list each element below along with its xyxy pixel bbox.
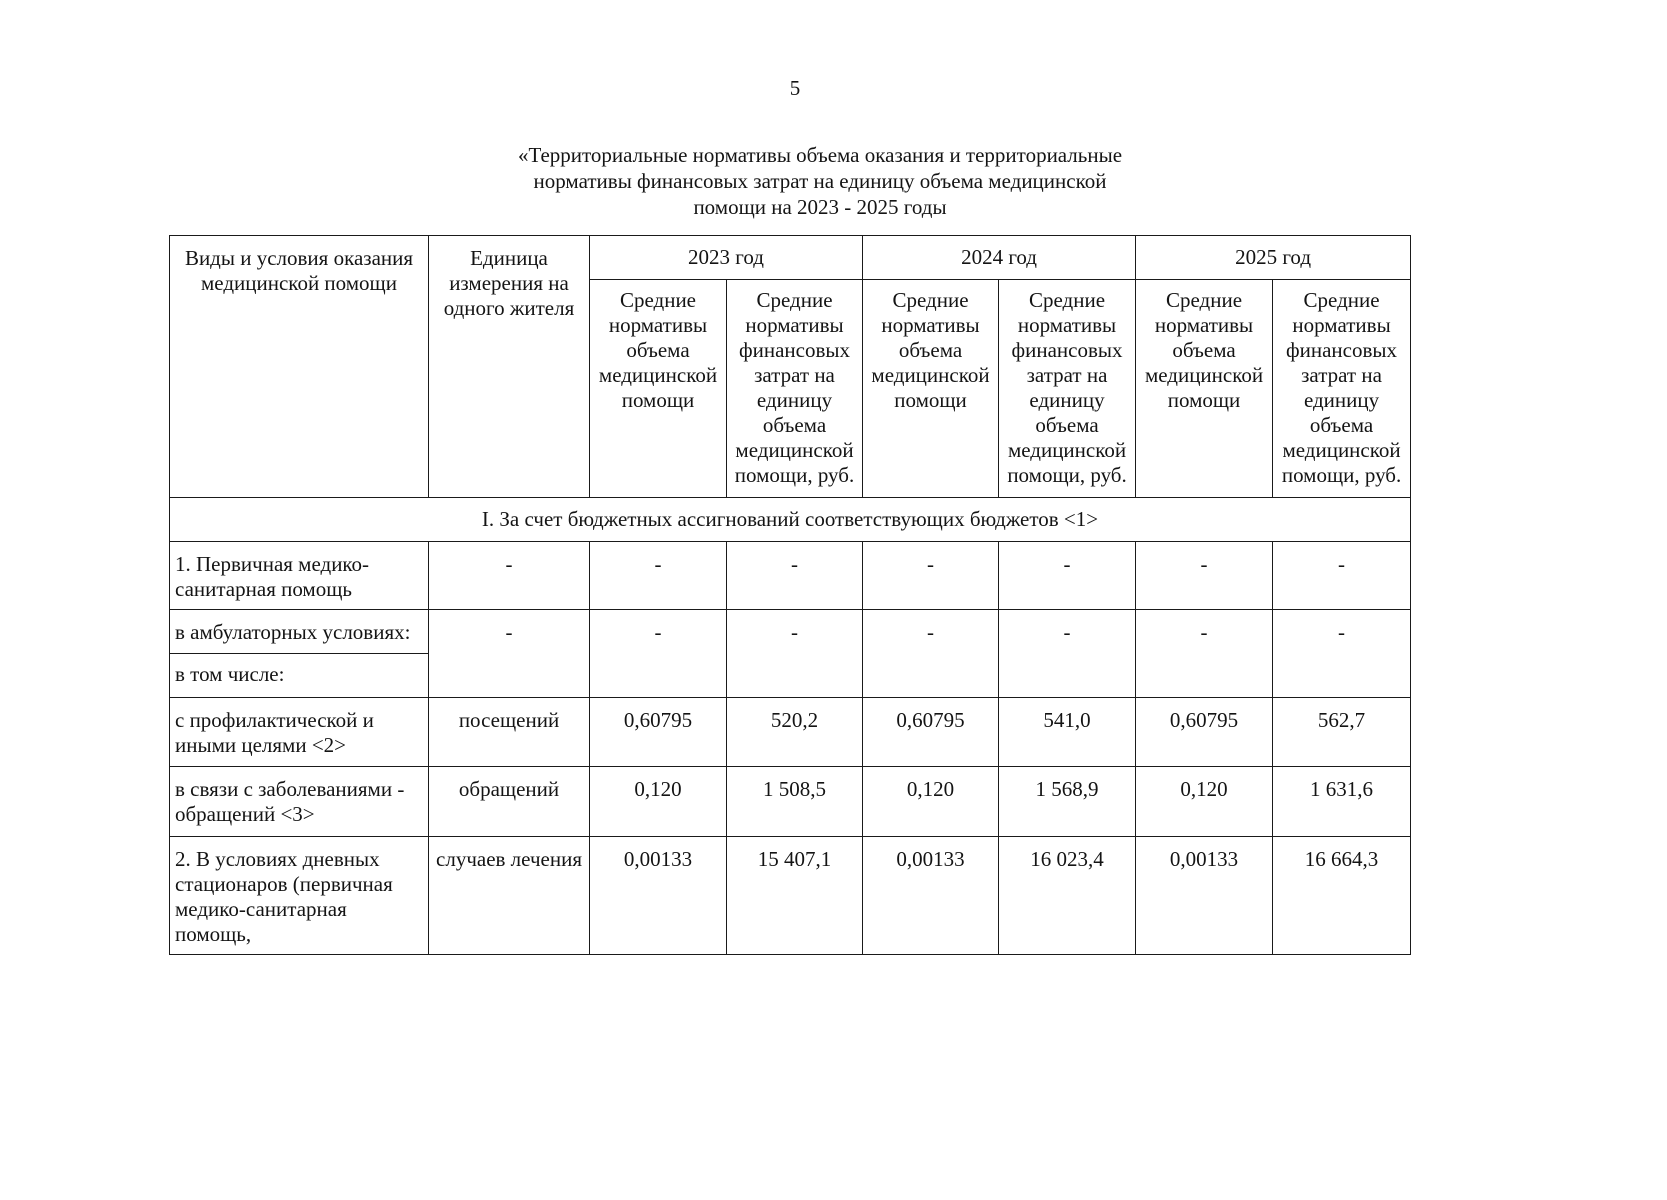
cell-volume-2025: 0,00133 [1136, 837, 1273, 955]
cell-volume-2025: - [1136, 542, 1273, 610]
section-row [170, 498, 1411, 542]
row-unit: посещений [429, 698, 590, 767]
table-row [170, 767, 1411, 837]
cell-volume-2023: - [590, 542, 727, 610]
norms-table [169, 235, 1411, 955]
row-unit: - [429, 610, 590, 698]
row-label: 1. Первичная медико-санитарная помощь [170, 542, 429, 610]
row-unit: случаев лечения [429, 837, 590, 955]
cell-cost-2023: 1 508,5 [727, 767, 863, 837]
cell-volume-2024: 0,00133 [863, 837, 999, 955]
cell-cost-2024: 541,0 [999, 698, 1136, 767]
cell-cost-2024: - [999, 542, 1136, 610]
cell-cost-2025: - [1273, 542, 1411, 610]
cell-cost-2025: 16 664,3 [1273, 837, 1411, 955]
row-label: 2. В условиях дневных стационаров (первичная медико-санитарная помощь, [170, 837, 429, 955]
header-row-years [170, 236, 1411, 280]
row-label: с профилактической и иными целями <2> [170, 698, 429, 767]
row-label: в амбулаторных условиях: [170, 610, 429, 654]
header-cost-2025: Средние нормативы финансовых затрат на единицу объема медицинской помощи, руб. [1273, 280, 1411, 498]
cell-cost-2023: - [727, 542, 863, 610]
header-cost-2023: Средние нормативы финансовых затрат на единицу объема медицинской помощи, руб. [727, 280, 863, 498]
cell-cost-2023: - [727, 610, 863, 698]
table-row [170, 837, 1411, 955]
cell-cost-2023: 15 407,1 [727, 837, 863, 955]
cell-cost-2025: 562,7 [1273, 698, 1411, 767]
cell-volume-2024: - [863, 610, 999, 698]
header-volume-2024: Средние нормативы объема медицинской помощи [863, 280, 999, 498]
document-title [470, 142, 1170, 220]
cell-volume-2023: 0,60795 [590, 698, 727, 767]
cell-volume-2025: 0,60795 [1136, 698, 1273, 767]
header-care-type: Виды и условия оказания медицинской помощи [170, 236, 429, 498]
cell-volume-2024: 0,60795 [863, 698, 999, 767]
cell-volume-2025: 0,120 [1136, 767, 1273, 837]
header-volume-2025: Средние нормативы объема медицинской помощи [1136, 280, 1273, 498]
table-row [170, 610, 1411, 654]
cell-cost-2023: 520,2 [727, 698, 863, 767]
cell-cost-2025: 1 631,6 [1273, 767, 1411, 837]
cell-cost-2024: 16 023,4 [999, 837, 1136, 955]
row-unit: обращений [429, 767, 590, 837]
row-label: в связи с заболеваниями - обращений <3> [170, 767, 429, 837]
cell-cost-2024: - [999, 610, 1136, 698]
header-year-2023: 2023 год [590, 236, 863, 280]
header-year-2024: 2024 год [863, 236, 1136, 280]
cell-volume-2024: - [863, 542, 999, 610]
table-row [170, 698, 1411, 767]
header-year-2025: 2025 год [1136, 236, 1411, 280]
cell-cost-2025: - [1273, 610, 1411, 698]
title-line: помощи на 2023 - 2025 годы [693, 195, 947, 219]
cell-cost-2024: 1 568,9 [999, 767, 1136, 837]
table-row [170, 542, 1411, 610]
title-line: нормативы финансовых затрат на единицу объема медицинской [533, 169, 1107, 193]
header-volume-2023: Средние нормативы объема медицинской помощи [590, 280, 727, 498]
row-label: в том числе: [170, 654, 429, 698]
cell-volume-2023: - [590, 610, 727, 698]
cell-volume-2025: - [1136, 610, 1273, 698]
header-unit: Единица измерения на одного жителя [429, 236, 590, 498]
row-unit: - [429, 542, 590, 610]
header-cost-2024: Средние нормативы финансовых затрат на единицу объема медицинской помощи, руб. [999, 280, 1136, 498]
title-line: «Территориальные нормативы объема оказания и территориальные [517, 143, 1123, 167]
cell-volume-2023: 0,120 [590, 767, 727, 837]
page-number: 5 [789, 76, 801, 100]
cell-volume-2024: 0,120 [863, 767, 999, 837]
cell-volume-2023: 0,00133 [590, 837, 727, 955]
section-title: I. За счет бюджетных ассигнований соответствующих бюджетов <1> [170, 498, 1411, 542]
